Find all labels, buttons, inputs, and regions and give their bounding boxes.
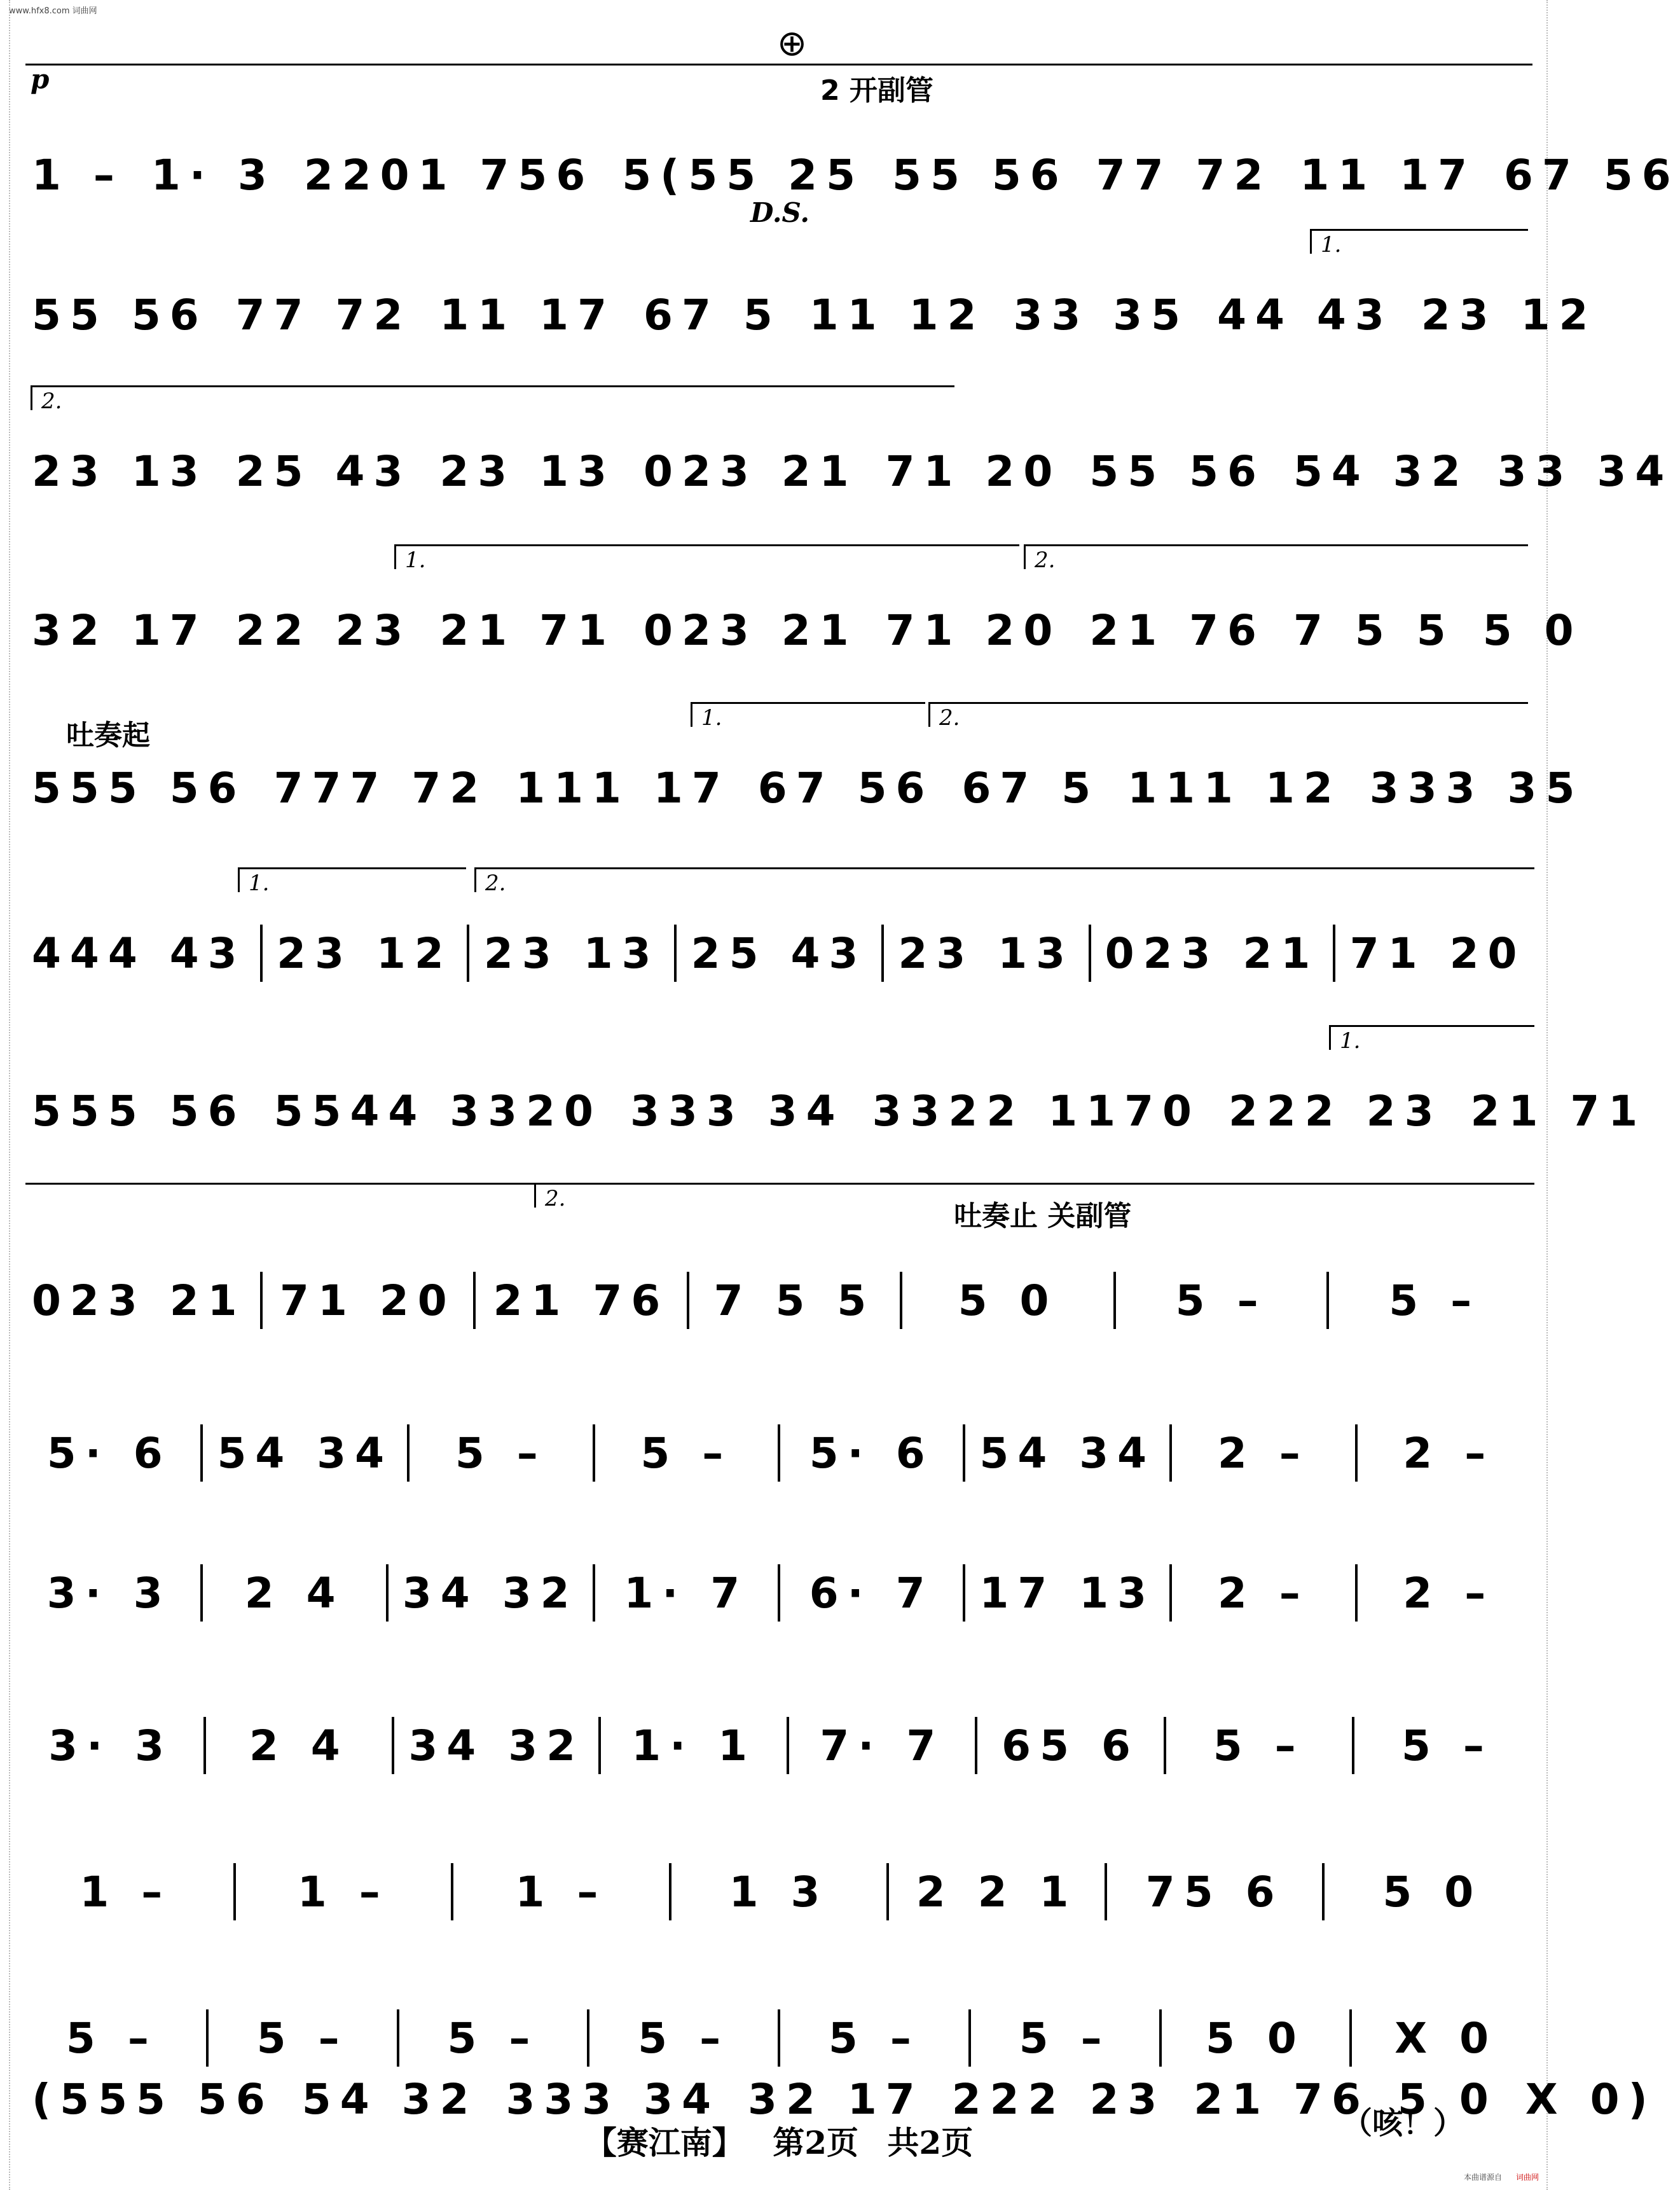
measure: 2 2 1 — [916, 1867, 1078, 1917]
barline — [260, 925, 263, 982]
measure: 5 0 — [1382, 1867, 1483, 1917]
volta-first: 1. — [238, 867, 466, 892]
measure: X 0) — [1525, 2074, 1656, 2124]
footer-title: 【赛江南】 — [584, 2124, 744, 2161]
measure: 5 0 — [1205, 2013, 1305, 2063]
notes-row — [32, 2009, 1526, 2067]
measure: 67 5 — [961, 763, 1100, 813]
measure: 23 13 — [483, 928, 660, 978]
barline — [392, 1717, 394, 1774]
corner-watermark: 本曲谱源自 词曲网 — [1463, 2173, 1539, 2182]
measure: 2 – — [1403, 1428, 1495, 1478]
measure: 44 43 — [1217, 290, 1393, 340]
measure: 65 6 — [1002, 1721, 1140, 1770]
measure: 5 – — [65, 2013, 158, 2063]
measure: 5· 6 — [46, 1428, 172, 1478]
measure: 23 13 — [32, 446, 208, 496]
measure: 77 72 — [1096, 150, 1272, 200]
measure: 55 56 — [32, 290, 208, 340]
barline — [1159, 2009, 1162, 2067]
measure: 25 43 — [235, 446, 412, 496]
volta-second: 2. — [31, 385, 954, 410]
measure: 6· 7 — [809, 1568, 934, 1618]
measure: 5544 3320 — [273, 1086, 602, 1136]
page-footer — [0, 2118, 1558, 2163]
measure: 2 4 — [244, 1568, 345, 1618]
measure: 11 17 — [1300, 150, 1477, 200]
barline — [200, 1564, 203, 1622]
measure: 3· 3 — [46, 1568, 172, 1618]
measure: 1 – — [32, 150, 123, 200]
site-watermark: www.hfx8.com 词曲网 — [9, 6, 97, 16]
measure: 2 – — [1217, 1428, 1309, 1478]
barline — [787, 1717, 789, 1774]
barline — [1352, 1717, 1354, 1774]
measure: 5 – — [1401, 1721, 1493, 1770]
barline — [386, 1564, 389, 1622]
measure: 5(55 25 — [622, 150, 865, 200]
barline — [963, 1424, 965, 1482]
measure: 11 17 — [439, 290, 616, 340]
measure: 23 13 — [898, 928, 1075, 978]
tongue-start-label: 吐奏起 — [66, 719, 150, 752]
measure: 32 17 — [748, 2074, 924, 2124]
measure: 55 56 — [1089, 446, 1265, 496]
measure: 1· 7 — [624, 1568, 749, 1618]
measure: 5 – — [1213, 1721, 1305, 1770]
volta-first: 1. — [394, 544, 1019, 569]
barline — [778, 1564, 780, 1622]
measure: 5 – — [640, 1428, 733, 1478]
measure: 5 – — [1389, 1276, 1481, 1325]
measure: 71 20 — [280, 1276, 456, 1325]
barline — [1326, 1272, 1329, 1329]
measure: 2 – — [1403, 1568, 1495, 1618]
measure: 1 – — [297, 1867, 389, 1917]
system-11 — [25, 1647, 1532, 1787]
measure: 5 – — [638, 2013, 730, 2063]
coda-sign: ⊕ — [777, 23, 807, 64]
barline — [1089, 925, 1091, 982]
measure: 7 5 5 — [1293, 605, 1455, 655]
measure: 33 35 — [1013, 290, 1190, 340]
barline — [593, 1424, 595, 1482]
measure: 22 23 — [235, 605, 412, 655]
notes-row — [32, 146, 1680, 203]
notes-row — [32, 759, 1584, 816]
volta-second: 2. — [928, 702, 1528, 727]
barline — [1164, 1717, 1166, 1774]
system-10 — [25, 1494, 1532, 1634]
system-13 — [25, 1946, 1656, 2124]
barline — [397, 2009, 399, 2067]
measure: 333 34 — [630, 1086, 844, 1136]
system-3 — [25, 385, 1674, 538]
measure: 54 34 — [979, 1428, 1156, 1478]
system-4 — [25, 544, 1583, 697]
notes-row — [32, 1717, 1526, 1774]
measure: 11 12 — [809, 290, 986, 340]
barline — [968, 2009, 971, 2067]
measure: 777 72 — [273, 763, 488, 813]
measure: 67 5 — [644, 290, 781, 340]
measure: 67 56 — [757, 763, 934, 813]
measure: 1 – — [515, 1867, 607, 1917]
barline — [778, 2009, 780, 2067]
barline — [1333, 925, 1335, 982]
system-2 — [25, 229, 1597, 382]
measure: 33 34 — [1497, 446, 1674, 496]
measure: 5 – — [447, 2013, 539, 2063]
barline — [1169, 1564, 1172, 1622]
measure: 21 76 — [1194, 2074, 1370, 2124]
measure: 444 43 — [32, 928, 246, 978]
system-8 — [25, 1183, 1532, 1335]
ahem-label: （咳！） — [1342, 2105, 1464, 2141]
barline — [1169, 1424, 1172, 1482]
measure: 1· 1 — [631, 1721, 757, 1770]
measure: 32 17 — [32, 605, 208, 655]
barline — [587, 2009, 589, 2067]
notes-row — [32, 1564, 1526, 1622]
barline — [1355, 1564, 1358, 1622]
tongue-stop-label: 吐奏止 关副管 — [954, 1200, 1132, 1232]
measure: 77 72 — [235, 290, 412, 340]
dal-segno-mark: D.S. — [750, 197, 810, 228]
measure: (555 56 — [32, 2074, 274, 2124]
barline — [233, 1863, 236, 1920]
measure: 54 34 — [217, 1428, 394, 1478]
barline — [975, 1717, 977, 1774]
barline — [1349, 2009, 1352, 2067]
measure: 23 12 — [277, 928, 453, 978]
barline — [203, 1717, 206, 1774]
measure: 5 – — [1175, 1276, 1267, 1325]
notes-row — [32, 443, 1674, 500]
measure: 5 0 — [958, 1276, 1058, 1325]
measure: 34 32 — [408, 1721, 585, 1770]
measure: 3· 3 — [48, 1721, 174, 1770]
barline — [467, 925, 469, 982]
measure: 71 20 — [1349, 928, 1526, 978]
volta-second: 2. — [474, 867, 1534, 892]
measure: 3322 1170 — [872, 1086, 1201, 1136]
notes-row — [32, 925, 1526, 982]
footer-page: 第2页 — [773, 2124, 858, 2161]
left-border — [9, 0, 11, 2190]
barline — [881, 925, 884, 982]
measure: 71 20 — [885, 605, 1062, 655]
measure: 21 76 — [1089, 605, 1265, 655]
measure: 023 21 — [32, 1276, 246, 1325]
volta-first: 1. — [1310, 229, 1528, 254]
measure: 2 – — [1217, 1568, 1309, 1618]
measure: 54 32 — [1293, 446, 1470, 496]
measure: 111 12 — [1127, 763, 1342, 813]
measure: 5 0 — [1397, 2074, 1498, 2124]
measure: 34 32 — [402, 1568, 579, 1618]
measure: X 0 — [1394, 2013, 1498, 2063]
system-12 — [25, 1793, 1532, 1933]
notes-row — [32, 1863, 1526, 1920]
measure: 21 71 — [1470, 1086, 1647, 1136]
system-7 — [25, 1025, 1647, 1178]
measure: 111 17 — [516, 763, 730, 813]
measure: 67 56 — [1504, 150, 1680, 200]
second-pipe-open-label: 2 开副管 — [820, 74, 933, 107]
measure: 5 – — [256, 2013, 348, 2063]
barline — [1105, 1863, 1107, 1920]
barline — [206, 2009, 209, 2067]
notes-row — [32, 1272, 1526, 1329]
barline — [778, 1424, 780, 1482]
measure: 21 76 — [493, 1276, 670, 1325]
measure: 7 5 5 — [713, 1276, 876, 1325]
measure: 23 13 — [439, 446, 616, 496]
barline — [886, 1863, 889, 1920]
notes-row — [32, 1082, 1647, 1140]
barline — [674, 925, 677, 982]
barline — [473, 1272, 476, 1329]
barline — [407, 1424, 410, 1482]
measure: 5· 6 — [809, 1428, 934, 1478]
measure: 2 4 — [249, 1721, 349, 1770]
measure: 023 21 — [644, 605, 858, 655]
barline — [593, 1564, 595, 1622]
staff-line — [25, 1183, 534, 1185]
volta-second: 2. — [1024, 544, 1528, 569]
measure: 1· 3 — [151, 150, 276, 200]
measure: 7· 7 — [820, 1721, 945, 1770]
measure: 023 21 — [644, 446, 858, 496]
measure: 023 21 — [1105, 928, 1319, 978]
measure: 21 71 — [439, 605, 616, 655]
volta-second: 2. — [534, 1183, 1534, 1208]
measure: 5 – — [828, 2013, 920, 2063]
dynamic-mark: p — [31, 64, 50, 95]
footer-total: 共2页 — [887, 2124, 974, 2161]
system-1 — [25, 57, 1680, 228]
measure: 222 23 — [1228, 1086, 1443, 1136]
volta-first: 1. — [1329, 1025, 1534, 1050]
barline — [900, 1272, 902, 1329]
measure: 555 56 — [32, 1086, 246, 1136]
system-9 — [25, 1354, 1532, 1494]
measure: 55 56 — [892, 150, 1068, 200]
measure: 23 12 — [1421, 290, 1597, 340]
measure: 5 – — [1019, 2013, 1111, 2063]
system-5 — [25, 702, 1584, 855]
measure: 555 56 — [32, 763, 246, 813]
barline — [598, 1717, 601, 1774]
barline — [669, 1863, 671, 1920]
measure: 333 35 — [1369, 763, 1584, 813]
measure: 222 23 — [951, 2074, 1166, 2124]
barline — [963, 1564, 965, 1622]
barline — [1355, 1424, 1358, 1482]
measure: 333 34 — [506, 2074, 720, 2124]
barline — [451, 1863, 453, 1920]
barline — [1113, 1272, 1116, 1329]
barline — [260, 1272, 263, 1329]
measure: 1 3 — [729, 1867, 829, 1917]
measure: 2201 756 — [303, 150, 595, 200]
barline — [1322, 1863, 1325, 1920]
measure: 5 – — [455, 1428, 547, 1478]
barline — [687, 1272, 689, 1329]
measure: 75 6 — [1145, 1867, 1284, 1917]
barline — [200, 1424, 203, 1482]
measure: 1 – — [79, 1867, 172, 1917]
staff-line — [25, 64, 1532, 65]
notes-row — [32, 286, 1597, 343]
notes-row — [32, 1424, 1526, 1482]
measure: 54 32 — [301, 2074, 478, 2124]
measure: 17 13 — [979, 1568, 1156, 1618]
notes-row — [32, 602, 1583, 659]
measure: 5 0 — [1482, 605, 1583, 655]
measure: 71 20 — [885, 446, 1062, 496]
measure: 25 43 — [691, 928, 867, 978]
system-6 — [25, 867, 1532, 1020]
volta-first: 1. — [691, 702, 925, 727]
